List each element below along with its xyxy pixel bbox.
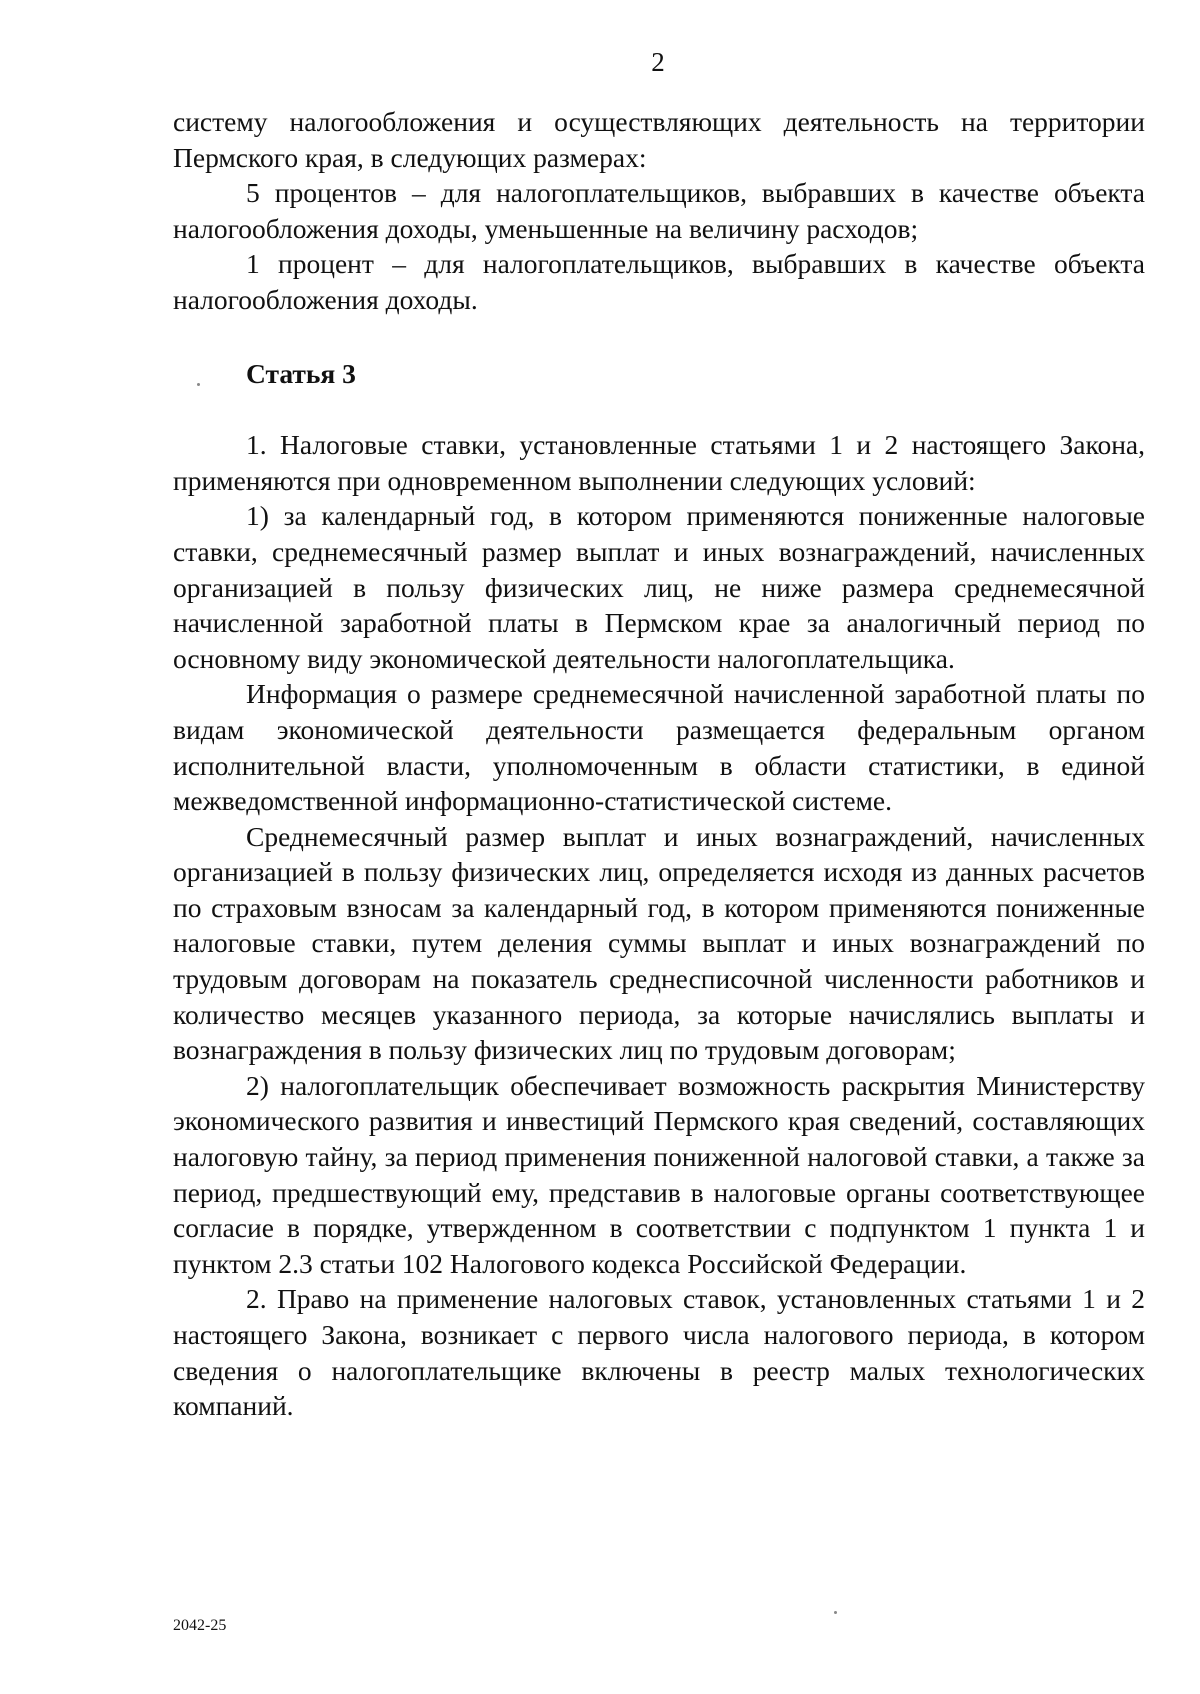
- paragraph-continuation: систему налогообложения и осуществляющих деятельность на территории Пермского края, в следующих размерах:: [173, 106, 1145, 173]
- spacer: [173, 318, 1145, 356]
- page-number: 2: [651, 47, 665, 77]
- paragraph-rate-5-percent: 5 процентов – для налогоплательщиков, выбравших в качестве объекта налогообложения доходы, уменьшенные на величину расходов;: [173, 177, 1145, 244]
- document-code: 2042-25: [173, 1617, 227, 1634]
- paragraph-condition-2: 2) налогоплательщик обеспечивает возможность раскрытия Министерству экономического развития и инвестиций Пермского края сведений, составляющих налоговую тайну, за период применения пониженной налоговой ставки, а также за период, предшествующий ему, представив в налоговые органы соответствующее согласие в порядке, утвержденном в соответствии с подпунктом 1 пункта 1 и пунктом 2.3 статьи 102 Налогового кодекса Российской Федерации.: [173, 1069, 1145, 1279]
- paragraph-right-to-apply: 2. Право на применение налоговых ставок, установленных статьями 1 и 2 настоящего Закона, возникает с первого числа налогового периода, в котором сведения о налогоплательщике включены в реестр малых технологических компаний.: [173, 1283, 1145, 1422]
- article-heading: Статья 3: [246, 357, 356, 389]
- paragraph-rate-1-percent: 1 процент – для налогоплательщиков, выбравших в качестве объекта налогообложения доходы.: [173, 248, 1145, 315]
- paragraph-condition-1: 1) за календарный год, в котором применяются пониженные налоговые ставки, среднемесячный размер выплат и иных вознаграждений, начисленных организацией в пользу физических лиц, не ниже размера среднемесячной начисленной заработной платы в Пермском крае за аналогичный период по основному виду экономической деятельности налогоплательщика.: [173, 500, 1145, 674]
- paragraph-conditions-intro: 1. Налоговые ставки, установленные статьями 1 и 2 настоящего Закона, применяются при одновременном выполнении следующих условий:: [173, 429, 1145, 496]
- spacer: [173, 391, 1145, 427]
- paragraph-average-payments: Среднемесячный размер выплат и иных вознаграждений, начисленных организацией в пользу физических лиц, определяется исходя из данных расчетов по страховым взносам за календарный год, в котором применяются пониженные налоговые ставки, путем деления суммы выплат и иных вознаграждений по трудовым договорам на показатель среднесписочной численности работников и количество месяцев указанного периода, за которые начислялись выплаты и вознаграждения в пользу физических лиц по трудовым договорам;: [173, 820, 1145, 1066]
- scan-speck: [834, 1611, 837, 1614]
- scan-speck: [197, 383, 200, 386]
- document-body: [173, 104, 1145, 1424]
- paragraph-salary-info: Информация о размере среднемесячной начисленной заработной платы по видам экономической деятельности размещается федеральным органом исполнительной власти, уполномоченным в области статистики, в единой межведомственной информационно-статистической системе.: [173, 678, 1145, 817]
